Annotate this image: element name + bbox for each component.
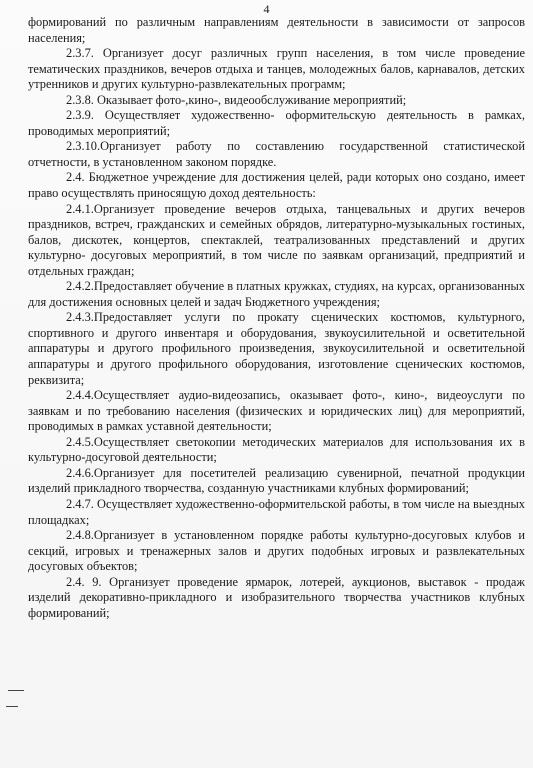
paragraph-2-4-3: 2.4.3.Предоставляет услуги по прокату сценических костюмов, культурного, спортивного и другого инвентаря и оборудования, звукоусилительной и осветительной аппаратуры и другого профильного произведения, звукоусилительной и осветительной аппаратуры и другого профильного оборудования, изготовление сценических костюмов, реквизита; xyxy=(28,310,525,387)
paragraph-2-4-2: 2.4.2.Предоставляет обучение в платных кружках, студиях, на курсах, организованных для достижения основных целей и задач Бюджетного учреждения; xyxy=(28,279,525,309)
paragraph-2-4-5: 2.4.5.Осуществляет светокопии методических материалов для использования их в культурно-досуговой деятельности; xyxy=(28,434,525,465)
paragraph-2-4: 2.4. Бюджетное учреждение для достижения целей, ради которых оно создано, имеет право осуществлять приносящую доход деятельность: xyxy=(28,170,525,201)
paragraph-2-4-9: 2.4. 9. Организует проведение ярмарок, лотерей, аукционов, выставок - продаж изделий декоративно-прикладного и изобразительного творчества участников клубных формирований; xyxy=(28,574,525,620)
paragraph-continuation: формирований по различным направлениям деятельности в зависимости от запросов населения; xyxy=(28,15,525,45)
paragraph-2-3-10: 2.3.10.Организует работу по составлению государственной статистической отчетности, в установленном законом порядке. xyxy=(28,139,525,169)
paragraph-2-4-1: 2.4.1.Организует проведение вечеров отдыха, танцевальных и других вечеров праздников, встреч, гражданских и семейных обрядов, литературно-музыкальных гостиных, балов, дискотек, концертов, спектаклей, театрализованных представлений и других культурно- досуговых мероприятий, в том числе по заявкам организаций, предприятий и отдельных граждан; xyxy=(28,201,525,278)
paragraph-2-3-7: 2.3.7. Организует досуг различных групп населения, в том числе проведение тематических праздников, вечеров отдыха и танцев, молодежных балов, карнавалов, детских утренников и других культурно-развлекательных программ; xyxy=(28,46,525,92)
paragraph-2-4-8: 2.4.8.Организует в установленном порядке работы культурно-досуговых клубов и секций, игровых и тренажерных залов и других подобных игровых и развлекательных досуговых объектов; xyxy=(28,528,525,574)
margin-pen-mark xyxy=(8,690,24,691)
paragraph-2-4-6: 2.4.6.Организует для посетителей реализацию сувенирной, печатной продукции изделий прикладного творчества, созданную участниками клубных формирований; xyxy=(28,465,525,496)
document-body xyxy=(28,15,525,621)
paragraph-2-4-7: 2.4.7. Осуществляет художественно-оформительской работы, в том числе на выездных площадках; xyxy=(28,496,525,527)
paragraph-2-4-4: 2.4.4.Осуществляет аудио-видеозапись, оказывает фото-, кино-, видеоуслуги по заявкам и по требованию населения (физических и юридических лиц) для мероприятий, проводимых в рамках уставной деятельности; xyxy=(28,388,525,434)
paragraph-2-3-8: 2.3.8. Оказывает фото-,кино-, видеообслуживание мероприятий; xyxy=(66,92,407,107)
paragraph-2-3-9: 2.3.9. Осуществляет художественно- оформительскую деятельность в рамках, проводимых мероприятий; xyxy=(28,108,525,138)
margin-pen-mark xyxy=(6,706,18,707)
page-number: 4 xyxy=(263,2,270,16)
